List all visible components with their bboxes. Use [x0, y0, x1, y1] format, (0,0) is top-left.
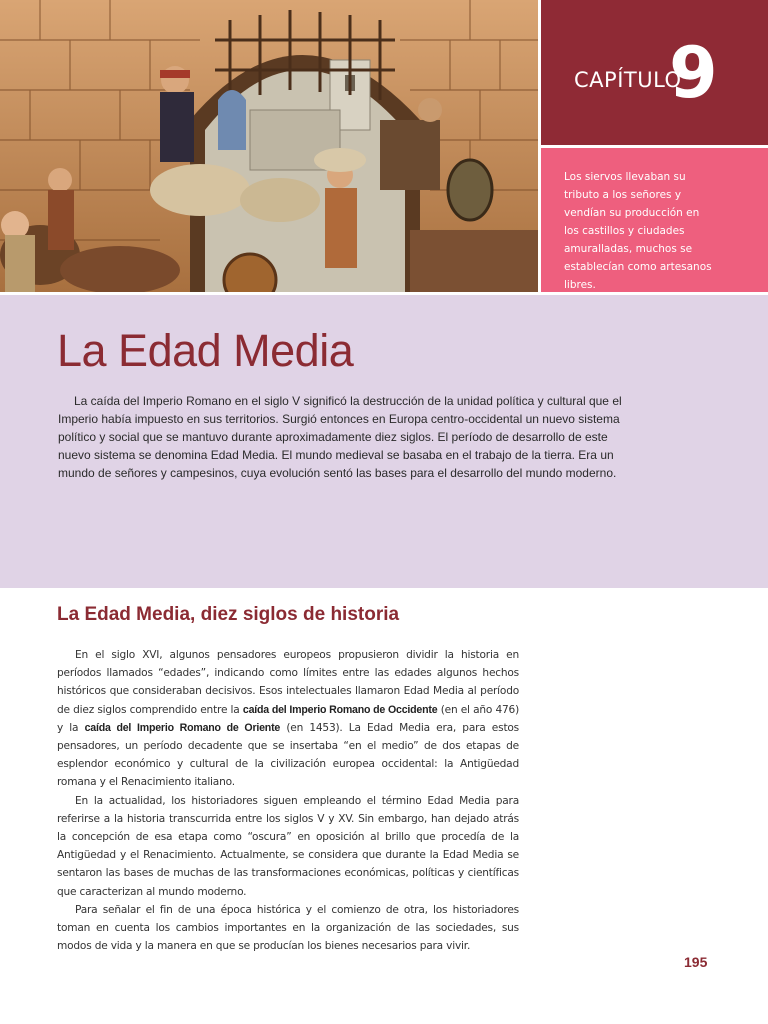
intro-paragraph: La caída del Imperio Romano en el siglo V significó la destrucción de la unidad política y cultural que el Imperio había impuesto en sus territorios. Surgió entonces en Europa centro-occidental un nuevo sistema político y social que se mantuvo durante aproximadamente diez siglos. El período de desarrollo de este nuevo sistema se denomina Edad Media. El mundo medieval se basaba en el trabajo de la tierra. Era un mundo de señores y campesinos, cuya evolución sentó las bases para el desarrollo del mundo moderno. [58, 394, 622, 480]
chapter-heading-box [541, 0, 768, 145]
paragraph-1 [57, 646, 519, 792]
paragraph-2: En la actualidad, los historiadores siguen empleando el término Edad Media para referirse a la historia transcurrida entre los siglos V y XV. Sin embargo, han dejado atrás la concepción de esa etapa como “oscura” en oposición al brillo que procedía de la Antigüedad y el Renacimiento. Actualmente, se considera que durante la Edad Media se sentaron las bases de muchas de las transformaciones económicas, políticas y científicas que caracterizan al mundo moderno. [57, 794, 519, 898]
paragraph-3: Para señalar el fin de una época histórica y el comienzo de otra, los historiadores toman en cuenta los cambios importantes en la organización de las sociedades, sus modos de vida y la manera en que se producían los bienes necesarios para vivir. [57, 903, 519, 953]
medieval-gate-illustration [0, 0, 538, 292]
page-number: 195 [684, 954, 708, 970]
illustration-caption-box [541, 148, 768, 292]
paragraph-1-part-d: (en 1453). La Edad Media era, para estos pensadores, un período decadente que se insertaba “en el medio” de dos etapas de esplendor económico y cultural de la civilización europea occidental: la Antigüedad romana y el Renacimiento italiano. [57, 721, 519, 789]
section-title: La Edad Media, diez siglos de historia [57, 604, 400, 625]
bold-term-eastern-empire: caída del Imperio Romano de Oriente [84, 721, 281, 734]
paragraph-1-part-a: En el siglo XVI, algunos pensadores europeos propusieron dividir la historia en períodos llamados “edades”, indicando como límites entre las edades algunos hechos históricos que consideraban decisivos. Esos intelectuales llamaron Edad Media al período de diez siglos comprendido entre la [57, 649, 519, 716]
page-title: La Edad Media [57, 325, 354, 376]
paragraph-1-part-c: (en el año 476) y la [57, 703, 520, 734]
illustration-caption: Los siervos llevaban su tributo a los señores y vendían su producción en los castillos y ciudades amuralladas, muchos se establecían como artesanos libres. [564, 171, 712, 291]
illustration-drawing [0, 0, 538, 292]
bold-term-western-empire: caída del Imperio Romano de Occidente [242, 703, 438, 716]
section-body [57, 646, 519, 955]
chapter-number: 9 [669, 32, 718, 114]
chapter-label: CAPÍTULO [574, 68, 682, 92]
intro-panel [0, 295, 768, 588]
